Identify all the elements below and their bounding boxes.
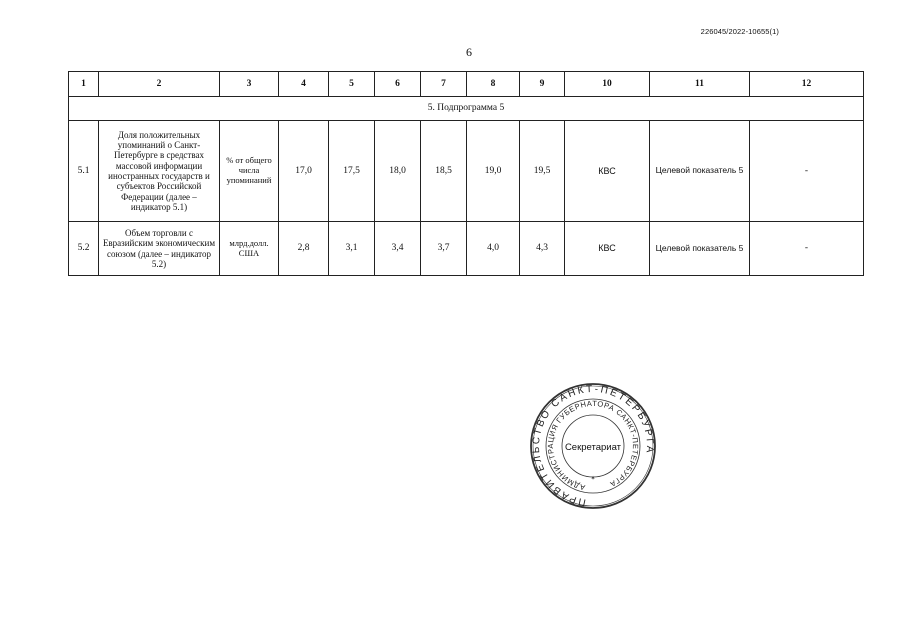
target-indicator: Целевой показатель 5: [650, 222, 750, 276]
executor: КВС: [565, 222, 650, 276]
page-number: 6: [466, 45, 472, 59]
value-cell: 19,0: [467, 121, 520, 222]
table-row: [69, 222, 864, 276]
secretariat-stamp: [529, 382, 657, 510]
value-cell: 3,1: [329, 222, 375, 276]
value-cell: 4,3: [520, 222, 565, 276]
header-cell: 3: [220, 72, 279, 97]
header-cell: 7: [421, 72, 467, 97]
row-number: 5.2: [69, 222, 99, 276]
header-cell: 10: [565, 72, 650, 97]
header-cell: 12: [750, 72, 864, 97]
indicators-table: [68, 71, 864, 276]
header-cell: 2: [99, 72, 220, 97]
value-cell: 3,7: [421, 222, 467, 276]
stamp-outer-text: ПРАВИТЕЛЬСТВО САНКТ-ПЕТЕРБУРГА: [530, 383, 656, 508]
executor: КВС: [565, 121, 650, 222]
indicator-name: Доля положительных упоминаний о Санкт-Петербурге в средствах массовой информации иностранных государств и субъектов Российской Федерации (далее – индикатор 5.1): [99, 121, 220, 222]
value-cell: 18,0: [375, 121, 421, 222]
document-id: 226045/2022-10655(1): [700, 27, 779, 36]
unit: млрд.долл. США: [220, 222, 279, 276]
header-cell: 5: [329, 72, 375, 97]
header-cell: 9: [520, 72, 565, 97]
value-cell: 2,8: [279, 222, 329, 276]
value-cell: 19,5: [520, 121, 565, 222]
value-cell: 18,5: [421, 121, 467, 222]
target-indicator: Целевой показатель 5: [650, 121, 750, 222]
subprogram-title: 5. Подпрограмма 5: [69, 97, 864, 121]
indicator-name: Объем торговли с Евразийским экономическим союзом (далее – индикатор 5.2): [99, 222, 220, 276]
header-cell: 1: [69, 72, 99, 97]
table-row: [69, 121, 864, 222]
subprogram-row: [69, 97, 864, 121]
header-cell: 6: [375, 72, 421, 97]
value-cell: 17,0: [279, 121, 329, 222]
col12-cell: -: [750, 121, 864, 222]
value-cell: 17,5: [329, 121, 375, 222]
value-cell: 3,4: [375, 222, 421, 276]
header-cell: 11: [650, 72, 750, 97]
header-cell: 8: [467, 72, 520, 97]
star-icon: ✶: [590, 475, 596, 482]
unit: % от общего числа упоминаний: [220, 121, 279, 222]
header-cell: 4: [279, 72, 329, 97]
col12-cell: -: [750, 222, 864, 276]
header-row: [69, 72, 864, 97]
value-cell: 4,0: [467, 222, 520, 276]
stamp-inner-text: АДМИНИСТРАЦИЯ ГУБЕРНАТОРА САНКТ-ПЕТЕРБУРГА: [545, 398, 641, 493]
stamp-center-text: Секретариат: [564, 442, 622, 453]
row-number: 5.1: [69, 121, 99, 222]
